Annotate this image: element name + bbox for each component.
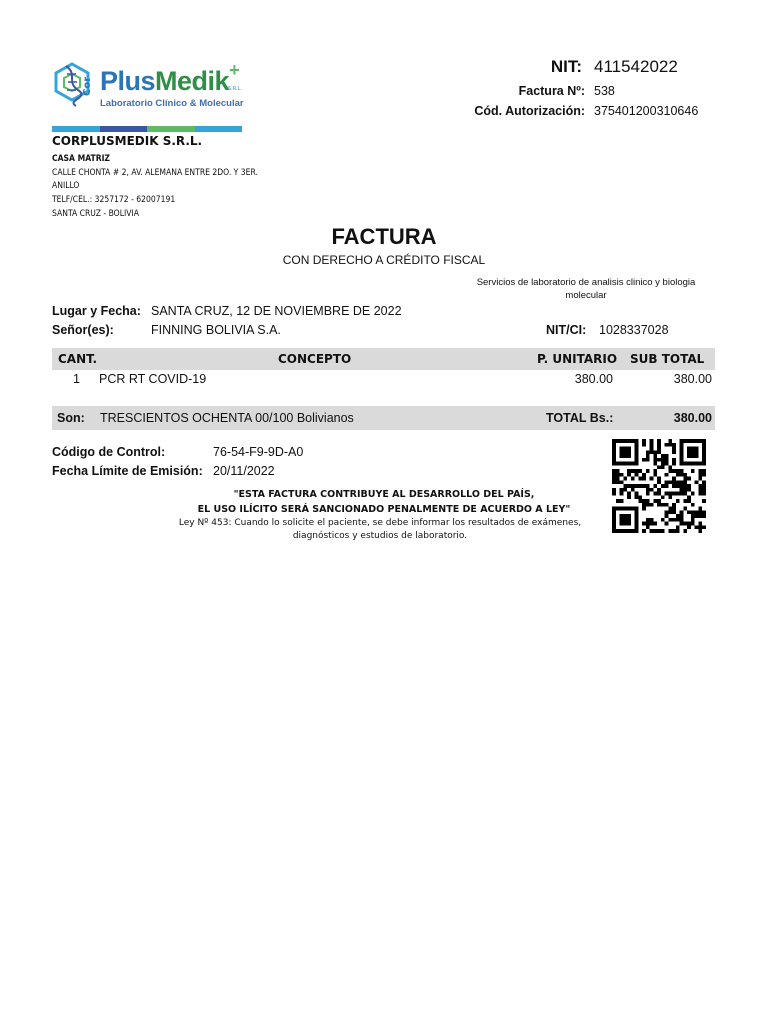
control-code-value: 76-54-F9-9D-A0	[213, 445, 304, 459]
company-phone: TELF/CEL.: 3257172 - 62007191	[52, 195, 176, 205]
limit-date-label: Fecha Límite de Emisión:	[52, 464, 203, 478]
total-label: TOTAL Bs.:	[546, 411, 614, 425]
company-address-line2: ANILLO	[52, 181, 80, 191]
qr-code-icon	[612, 438, 706, 534]
place-date-value: SANTA CRUZ, 12 DE NOVIEMBRE DE 2022	[151, 304, 402, 318]
items-table-header	[52, 348, 715, 370]
activity-line1: Servicios de laboratorio de analisis clinico y biologia	[476, 277, 696, 288]
logo-medik: Medik	[155, 66, 230, 96]
law-legend	[170, 517, 590, 542]
company-branch: CASA MATRIZ	[52, 154, 110, 164]
logo-plus-sign: +	[229, 60, 240, 80]
table-row	[52, 372, 715, 390]
document-title: FACTURA	[331, 224, 437, 249]
document-subtitle: CON DERECHO A CRÉDITO FISCAL	[282, 253, 486, 267]
logo-color-bar	[52, 126, 242, 132]
invoice-number-value: 538	[594, 84, 615, 98]
activity-line2: molecular	[565, 289, 607, 301]
law-line1: Ley Nº 453: Cuando lo solicite el paciente, se debe informar los resultados de exámenes,	[178, 518, 582, 528]
place-date-label: Lugar y Fecha:	[52, 304, 141, 318]
economic-activity	[466, 277, 706, 302]
total-value: 380.00	[673, 411, 712, 425]
nit-ci-label: NIT/CI:	[546, 323, 587, 337]
limit-date-value: 20/11/2022	[213, 464, 275, 478]
logo-tagline: Laboratorio Clínico & Molecular	[100, 98, 244, 109]
nit-label: NIT:	[550, 57, 582, 76]
header-subtotal: SUB TOTAL	[630, 352, 705, 366]
company-city: SANTA CRUZ - BOLIVIA	[52, 209, 139, 219]
color-bar-segment	[100, 126, 148, 132]
company-address-line1: CALLE CHONTA # 2, AV. ALEMANA ENTRE 2DO. Y 3ER.	[52, 168, 258, 178]
invoice-number-label: Factura Nº:	[518, 84, 585, 98]
legend-line1: "ESTA FACTURA CONTRIBUYE AL DESARROLLO DEL PAÍS,	[233, 489, 535, 500]
logo-cor: Cor	[82, 76, 93, 96]
row-qty: 1	[73, 372, 80, 386]
logo-brand	[100, 60, 240, 97]
nit-value: 411542022	[594, 57, 678, 76]
header-concept: CONCEPTO	[278, 352, 352, 366]
total-bar	[52, 406, 715, 430]
authorization-label: Cód. Autorización:	[474, 104, 585, 118]
header-qty: CANT.	[58, 352, 98, 366]
row-concept: PCR RT COVID-19	[99, 372, 207, 386]
row-unit-price: 380.00	[574, 372, 613, 386]
color-bar-segment	[195, 126, 243, 132]
company-name: CORPLUSMEDIK S.R.L.	[52, 134, 203, 148]
son-label: Son:	[57, 411, 85, 425]
logo-plus: Plus	[100, 66, 156, 96]
client-label: Señor(es):	[52, 323, 114, 337]
logo-srl: S.R.L.	[228, 86, 243, 92]
color-bar-segment	[147, 126, 195, 132]
header-unit-price: P. UNITARIO	[537, 352, 618, 366]
legend-line2: EL USO ILÍCITO SERÁ SANCIONADO PENALMENTE DE ACUERDO A LEY"	[197, 504, 571, 515]
color-bar-segment	[52, 126, 100, 132]
son-value: TRESCIENTOS OCHENTA 00/100 Bolivianos	[100, 411, 354, 425]
authorization-value: 375401200310646	[594, 104, 699, 118]
client-value: FINNING BOLIVIA S.A.	[151, 323, 281, 337]
row-subtotal: 380.00	[673, 372, 712, 386]
nit-ci-value: 1028337028	[599, 323, 669, 337]
law-line2: diagnósticos y estudios de laboratorio.	[292, 530, 468, 541]
control-code-label: Código de Control:	[52, 445, 166, 459]
